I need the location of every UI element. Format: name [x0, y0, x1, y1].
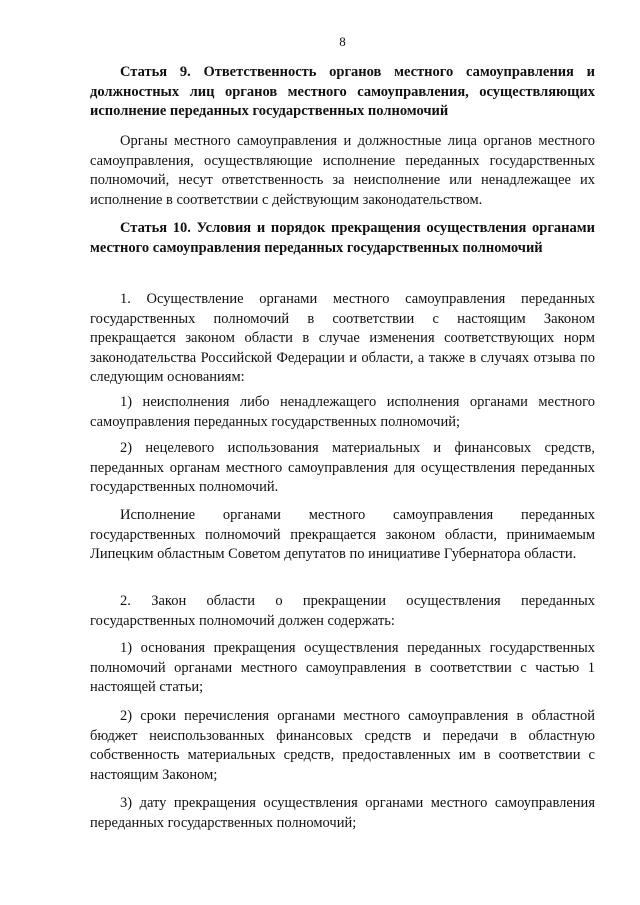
article-10-content-2: 2) сроки перечисления органами местного самоуправления в областной бюджет неиспользованных финансовых средств и передачи в областную собственность материальных средств, предоставленных им в соответствии с настоящим Законом; [90, 708, 595, 783]
article-10-ground-2: 2) нецелевого использования материальных и финансовых средств, переданных органам местного самоуправления для осуществления переданных государственных полномочий. [90, 440, 595, 496]
article-10-heading: Статья 10. Условия и порядок прекращения осуществления органами местного самоуправления переданных государственных полномочий [90, 220, 595, 256]
article-9-paragraph: Органы местного самоуправления и должностные лица органов местного самоуправления, осуществляющие исполнение переданных государственных полномочий, несут ответственность за неисполнение или ненадлежащее их исполнение в соответствии с действующим законодательством. [90, 133, 595, 208]
article-10-part-2: 2. Закон области о прекращении осуществления переданных государственных полномочий должен содержать: [90, 593, 595, 629]
article-10-ground-1: 1) неисполнения либо ненадлежащего исполнения органами местного самоуправления переданных государственных полномочий; [90, 394, 595, 430]
page-number: 8 [339, 34, 346, 49]
article-9-heading: Статья 9. Ответственность органов местного самоуправления и должностных лиц органов местного самоуправления, осуществляющих исполнение переданных государственных полномочий [90, 64, 595, 120]
article-10-termination-note: Исполнение органами местного самоуправления переданных государственных полномочий прекращается законом области, принимаемым Липецким областным Советом депутатов по инициативе Губернатора области. [90, 507, 595, 563]
article-10-content-1: 1) основания прекращения осуществления переданных государственных полномочий органами местного самоуправления в соответствии с частью 1 настоящей статьи; [90, 640, 595, 696]
article-10-content-3: 3) дату прекращения осуществления органами местного самоуправления переданных государственных полномочий; [90, 795, 595, 831]
article-10-part-1: 1. Осуществление органами местного самоуправления переданных государственных полномочий в соответствии с настоящим Законом прекращается законом области в случае изменения соответствующих норм законодательства Российской Федерации и области, а также в случаях отзыва по следующим основаниям: [90, 291, 595, 386]
